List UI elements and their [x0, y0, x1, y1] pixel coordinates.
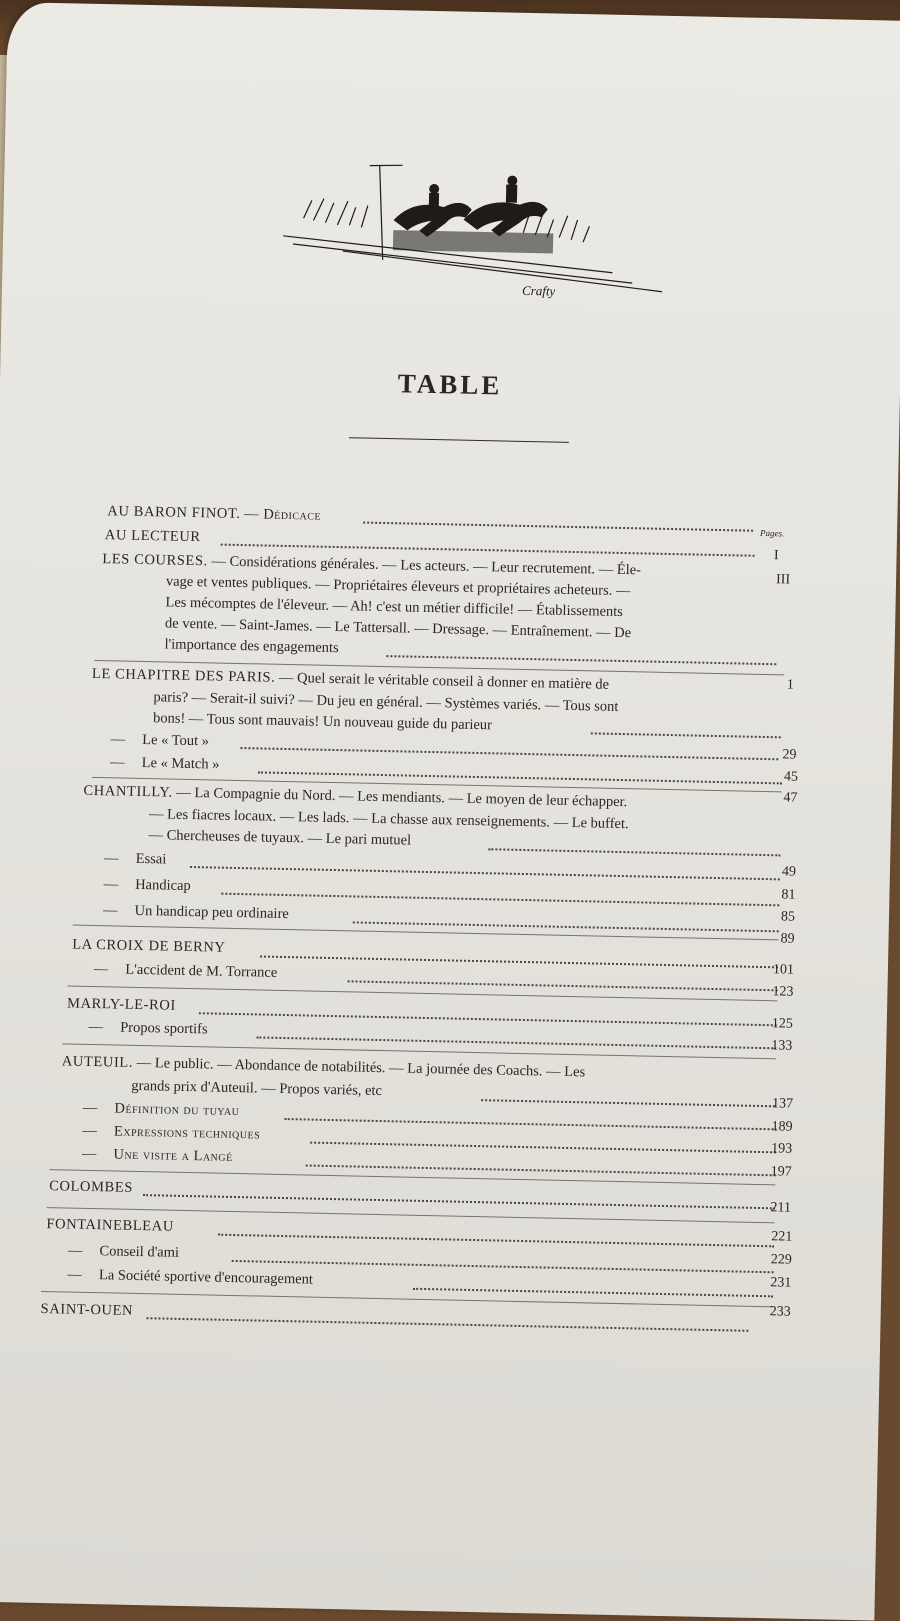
dot-leader: [143, 1194, 775, 1209]
toc-description-line: Les mécomptes de l'éleveur. — Ah! c'est un métier difficile! — Établissements: [165, 594, 624, 621]
toc-subentry: [104, 848, 167, 869]
page-number: 221: [771, 1229, 793, 1245]
toc-description-line: bons! — Tous sont mauvais! Un nouveau guide du parieur: [152, 710, 493, 734]
toc-description-line: grands prix d'Auteuil. — Propos variés, etc: [131, 1077, 383, 1100]
toc-entry-marly: [67, 993, 176, 1015]
em-dash: —: [67, 1242, 83, 1259]
toc-description-line: l'importance des engagements: [164, 636, 339, 657]
toc-description-line: — Les fiacres locaux. — Les lads. — La chasse aux renseignements. — Le buffet.: [148, 806, 629, 833]
toc-subentry-label: Expressions techniques: [113, 1123, 261, 1143]
em-dash: —: [82, 1099, 98, 1117]
page-number: 101: [772, 962, 795, 978]
page-number: I: [773, 548, 779, 564]
em-dash: —: [93, 961, 109, 978]
toc-heading: FONTAINEBLEAU: [46, 1216, 175, 1235]
toc-subentry-label: Essai: [135, 850, 167, 868]
toc-entry-colombes: [49, 1176, 133, 1198]
page-number: 49: [781, 864, 797, 880]
dot-leader: [256, 1036, 776, 1049]
toc-subentry-label: Handicap: [134, 876, 191, 895]
page-number: 197: [770, 1164, 792, 1180]
toc-subentry-label: Le « Match »: [141, 754, 220, 773]
toc-subentry: [67, 1265, 313, 1290]
toc-entry-saintouen: [40, 1299, 133, 1321]
dot-leader: [306, 1164, 776, 1176]
title-rule: [349, 437, 569, 443]
toc-description-line: vage et ventes publiques. — Propriétaires éleveurs et propriétaires acheteurs. —: [165, 573, 631, 600]
page-number: 193: [770, 1141, 793, 1157]
toc-heading: LES COURSES.: [102, 551, 208, 570]
toc-entry-lecteur: [105, 525, 201, 547]
toc-heading: MARLY-LE-ROI: [66, 995, 177, 1014]
toc-subtitle: — Dédicace: [243, 506, 322, 524]
toc-description: — Quel serait le véritable conseil à donner en matière de: [275, 669, 610, 693]
toc-description-line: — Chercheuses de tuyaux. — Le pari mutuel: [148, 827, 412, 849]
page-number: III: [775, 572, 791, 588]
page-number: 123: [772, 984, 794, 1000]
dot-leader: [310, 1142, 776, 1154]
em-dash: —: [102, 902, 118, 919]
dot-leader: [348, 980, 778, 991]
page-number: 233: [769, 1304, 791, 1320]
dot-leader: [190, 866, 780, 880]
toc-description-line: de vente. — Saint-James. — Le Tattersall. — Dressage. — Entraînement. — De: [164, 615, 632, 642]
dot-leader: [199, 1012, 777, 1026]
page-number: 29: [782, 747, 797, 763]
toc-heading: AU LECTEUR: [104, 527, 201, 546]
page-number: 89: [780, 931, 795, 947]
page-number: 81: [781, 887, 796, 903]
page-number: 231: [770, 1275, 792, 1291]
em-dash: —: [81, 1145, 97, 1163]
page-number: 137: [771, 1096, 794, 1112]
em-dash: —: [67, 1266, 83, 1283]
dot-leader: [481, 1099, 775, 1107]
dot-leader: [353, 921, 779, 932]
dot-leader: [260, 955, 778, 968]
page-number: 85: [780, 909, 796, 925]
toc-heading: CHANTILLY.: [83, 782, 173, 801]
toc-description-line: paris? — Serait-il suivi? — Du jeu en général. — Systèmes variés. — Tous sont: [153, 689, 619, 715]
dot-leader: [221, 893, 779, 907]
page-number: 229: [770, 1252, 792, 1268]
dot-leader: [240, 747, 778, 760]
toc-subentry-label: Conseil d'ami: [99, 1243, 180, 1261]
toc-description: — Le public. — Abondance de notabilités. — La journée des Coachs. — Les: [132, 1054, 586, 1081]
pages-column-label: Pages.: [759, 527, 785, 539]
toc-heading: LE CHAPITRE DES PARIS.: [91, 665, 276, 686]
em-dash: —: [88, 1018, 104, 1036]
dot-leader: [363, 522, 753, 532]
toc-entry-berny: [72, 935, 226, 958]
toc-subentry: [110, 752, 220, 774]
toc-subentry-label: Propos sportifs: [120, 1019, 208, 1038]
toc-subentry-label: Un handicap peu ordinaire: [134, 902, 289, 923]
toc-heading: COLOMBES: [49, 1178, 134, 1196]
page-number: 133: [771, 1038, 793, 1054]
dot-leader: [413, 1288, 773, 1298]
page-number: 125: [771, 1016, 793, 1032]
page-number: 189: [771, 1119, 793, 1135]
toc-subentry: [103, 874, 191, 896]
toc-subentry: [82, 1121, 260, 1145]
toc-description: — La Compagnie du Nord. — Les mendiants. — Le moyen de leur échapper.: [172, 784, 628, 811]
em-dash: —: [82, 1122, 98, 1140]
toc-heading: LA CROIX DE BERNY: [72, 936, 226, 956]
page-number: 1: [786, 677, 795, 693]
toc-subentry-label: La Société sportive d'encouragement: [98, 1267, 314, 1288]
em-dash: —: [109, 754, 125, 771]
toc-subentry: [103, 900, 289, 924]
toc-subentry: [68, 1241, 180, 1263]
page-number: 47: [783, 790, 798, 806]
page-title: TABLE: [397, 368, 503, 401]
em-dash: —: [110, 731, 126, 748]
page-number: 211: [770, 1200, 792, 1216]
toc-description: — Considérations générales. — Les acteurs. — Leur recrutement. — Éle-: [207, 553, 642, 579]
toc-subentry-label: Le « Tout »: [142, 731, 210, 750]
steeplechase-illustration: [282, 158, 665, 316]
toc-subentry-label: L'accident de M. Torrance: [125, 961, 278, 981]
toc-subentry: [83, 1098, 240, 1121]
dot-leader: [386, 655, 776, 665]
page-number: 45: [783, 769, 799, 785]
toc-subentry: [94, 959, 278, 983]
illustration-signature: Crafty: [521, 282, 556, 299]
toc-entry-fontainebleau: [46, 1214, 174, 1237]
dot-leader: [218, 1234, 774, 1248]
toc-subentry: [88, 1017, 207, 1039]
dot-leader: [488, 848, 780, 856]
toc-subentry-label: Une visite a Langé: [113, 1146, 233, 1165]
toc-heading: AUTEUIL.: [61, 1053, 134, 1071]
dot-leader: [591, 732, 781, 738]
book-page: [0, 2, 900, 1620]
toc-heading: AU BARON FINOT.: [107, 503, 241, 522]
dot-leader: [285, 1118, 777, 1130]
toc-heading: SAINT-OUEN: [40, 1300, 134, 1319]
toc-entry-baron: [107, 501, 321, 525]
toc-subentry-label: Définition du tuyau: [114, 1100, 240, 1120]
dot-leader: [146, 1317, 748, 1332]
toc-subentry: [82, 1144, 233, 1167]
em-dash: —: [103, 876, 119, 893]
em-dash: —: [103, 850, 119, 867]
toc-subentry: [110, 729, 209, 751]
